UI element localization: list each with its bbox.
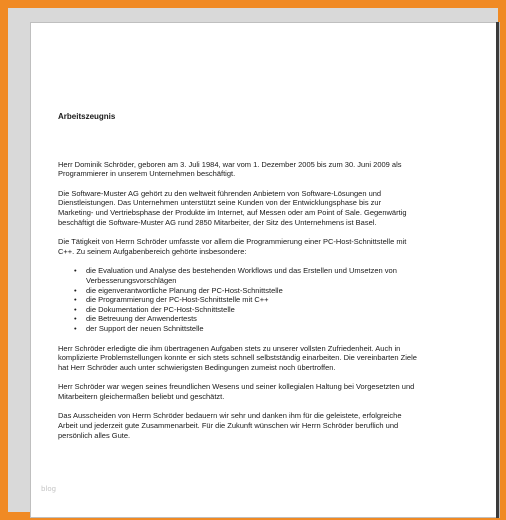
paragraph-performance: Herr Schröder erledigte die ihm übertragenen Aufgaben stets zu unserer vollsten Zufriedenheit. Auch in komplizierte Problemstellungen konnte er sich stets schnell selbstständig einarbeiten. Die vereinbarten Ziele hat Herr Schröder auch unter schwierigsten Bedingungen zumeist noch übertroffen. [58,343,417,372]
task-list-item: • die Evaluation und Analyse des bestehenden Workflows und das Erstellen und Umsetzen von Verbesserungsvorschlägen [74,266,418,285]
paragraph-farewell: Das Ausscheiden von Herrn Schröder bedauern wir sehr und danken ihm für die geleistete, erfolgreiche Arbeit und jederzeit gute Zusammenarbeit. Für die Zukunft wünschen wir Herrn Schröder beruflich und persönlich alles Gute. [58,411,402,440]
document-body [58,112,418,450]
page-edge-shadow [496,22,499,518]
paragraph-conduct: Herr Schröder war wegen seines freundlichen Wesens und seiner kollegialen Haltung bei Vorgesetzten und Mitarbeitern gleichermaßen beliebt und geschätzt. [58,382,415,401]
paragraph-company-description: Die Software-Muster AG gehört zu den weltweit führenden Anbietern von Software-Lösungen und Dienstleistungen. Das Unternehmen unterstützt seine Kunden von der Entwicklungsphase bis zur Marketing- und Vertriebsphase der Produkte im Internet, auf Messen oder am Point of Sale. Gegenwärtig beschäftigt die Software-Muster AG rund 2850 Mitarbeiter, der Sitz des Unternehmens ist Basel. [58,188,407,227]
task-list-item: • die Betreuung der Anwendertests [74,314,418,324]
task-list [58,266,418,333]
document-title: Arbeitszeugnis [58,112,116,121]
watermark: blog [41,485,57,493]
paragraph-employment-period: Herr Dominik Schröder, geboren am 3. Juli 1984, war vom 1. Dezember 2005 bis zum 30. Juni 2009 als Programmierer in unserem Unternehmen beschäftigt. [58,159,402,179]
task-list-item: • die Dokumentation der PC-Host-Schnittstelle [74,305,418,315]
preview-frame [8,8,498,512]
paragraph-responsibilities-intro: Die Tätigkeit von Herrn Schröder umfasste vor allem die Programmierung einer PC-Host-Schnittstelle mit C++. Zu seinem Aufgabenbereich gehörte insbesondere: [58,237,407,256]
task-list-item: • die Programmierung der PC-Host-Schnittstelle mit C++ [74,295,418,305]
task-list-item: • die eigenverantwortliche Planung der PC-Host-Schnittstelle [74,286,418,296]
task-list-item: • der Support der neuen Schnittstelle [74,324,418,334]
